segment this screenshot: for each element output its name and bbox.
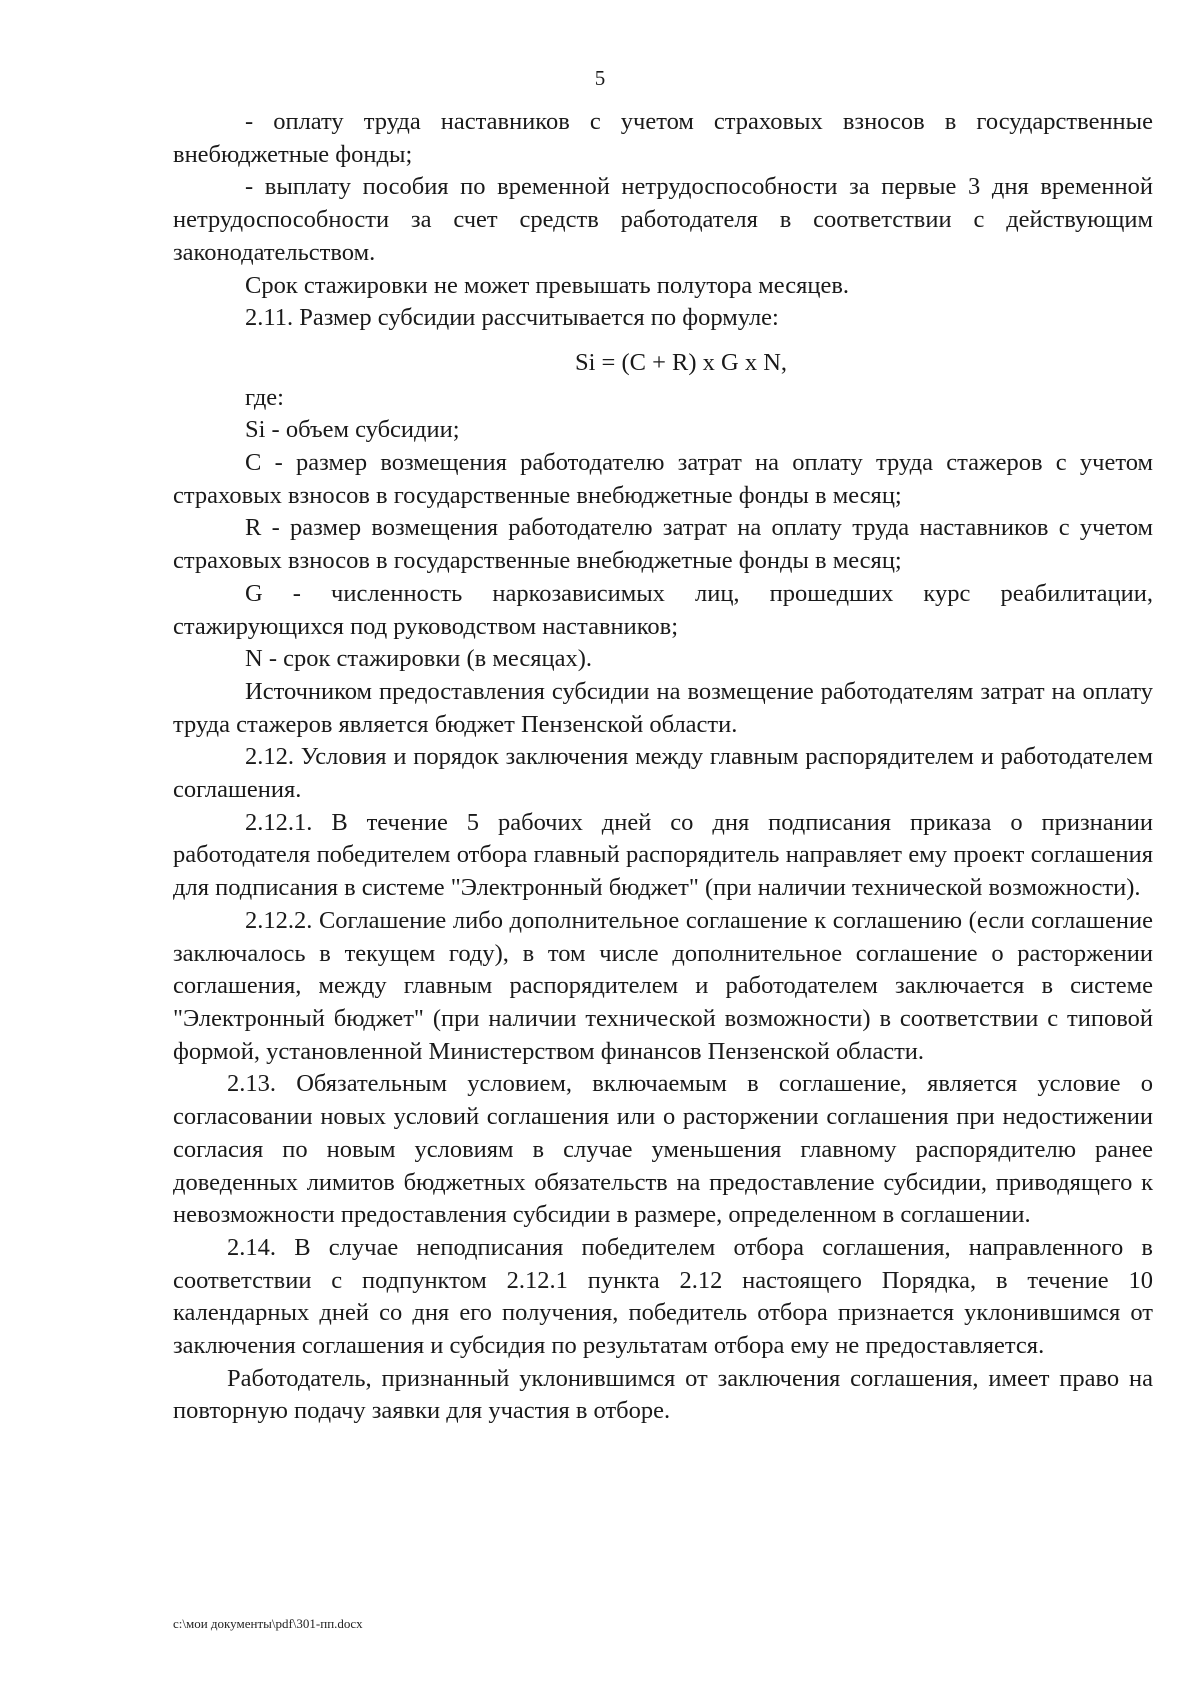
paragraph-2-12-1: 2.12.1. В течение 5 рабочих дней со дня подписания приказа о признании работодателя победителем отбора главный распорядитель направляет ему проект соглашения для подписания в системе "Электронный бюджет" (при наличии технической возможности). bbox=[173, 808, 1153, 902]
definition-n: N - срок стажировки (в месяцах). bbox=[245, 645, 593, 673]
paragraph-evasion-rights: Работодатель, признанный уклонившимся от заключения соглашения, имеет право на повторную подачу заявки для участия в отборе. bbox=[173, 1364, 1153, 1425]
paragraph-sick-pay: - выплату пособия по временной нетрудоспособности за первые 3 дня временной нетрудоспособности за счет средств работодателя в соответствии с действующим законодательством. bbox=[173, 173, 1153, 266]
paragraph-2-12: 2.12. Условия и порядок заключения между главным распорядителем и работодателем соглашения. bbox=[173, 743, 1153, 804]
paragraph-mentor-pay: - оплату труда наставников с учетом страховых взносов в государственные внебюджетные фонды; bbox=[173, 108, 1153, 168]
paragraph-where: где: bbox=[245, 383, 284, 411]
definition-g: G - численность наркозависимых лиц, прошедших курс реабилитации, стажирующихся под руководством наставников; bbox=[173, 579, 1153, 640]
paragraph-2-13: 2.13. Обязательным условием, включаемым в соглашение, является условие о согласовании новых условий соглашения или о расторжении соглашения при недостижении согласия по новым условиям в случае уменьшения главному распорядителю ранее доведенных лимитов бюджетных обязательств на предоставление субсидии, приводящего к невозможности предоставления субсидии в размере, определенном в соглашении. bbox=[173, 1070, 1153, 1229]
definition-c: C - размер возмещения работодателю затрат на оплату труда стажеров с учетом страховых взносов в государственные внебюджетные фонды в месяц; bbox=[173, 449, 1153, 509]
document-body bbox=[173, 106, 1153, 1428]
paragraph-2-11: 2.11. Размер субсидии рассчитывается по формуле: bbox=[245, 304, 779, 332]
definition-si: Si - объем субсидии; bbox=[245, 416, 460, 444]
paragraph-funding-source: Источником предоставления субсидии на возмещение работодателям затрат на оплату труда стажеров является бюджет Пензенской области. bbox=[173, 677, 1153, 738]
definition-r: R - размер возмещения работодателю затрат на оплату труда наставников с учетом страховых взносов в государственные внебюджетные фонды в месяц; bbox=[173, 514, 1153, 575]
paragraph-2-12-2: 2.12.2. Соглашение либо дополнительное соглашение к соглашению (если соглашение заключалось в текущем году), в том числе дополнительное соглашение о расторжении соглашения, между главным распорядителем и работодателем заключается в системе "Электронный бюджет" (при наличии технической возможности) в соответствии с типовой формой, установленной Министерством финансов Пензенской области. bbox=[173, 906, 1153, 1065]
file-path-footer: c:\мои документы\pdf\301-пп.docx bbox=[173, 1616, 363, 1631]
paragraph-2-14: 2.14. В случае неподписания победителем отбора соглашения, направленного в соответствии с подпунктом 2.12.1 пункта 2.12 настоящего Порядка, в течение 10 календарных дней со дня его получения, победитель отбора признается уклонившимся от заключения соглашения и субсидия по результатам отбора ему не предоставляется. bbox=[173, 1233, 1153, 1360]
paragraph-internship-term: Срок стажировки не может превышать полутора месяцев. bbox=[245, 271, 850, 299]
page-number: 5 bbox=[594, 66, 606, 90]
subsidy-formula: Si = (C + R) x G x N, bbox=[574, 348, 788, 376]
